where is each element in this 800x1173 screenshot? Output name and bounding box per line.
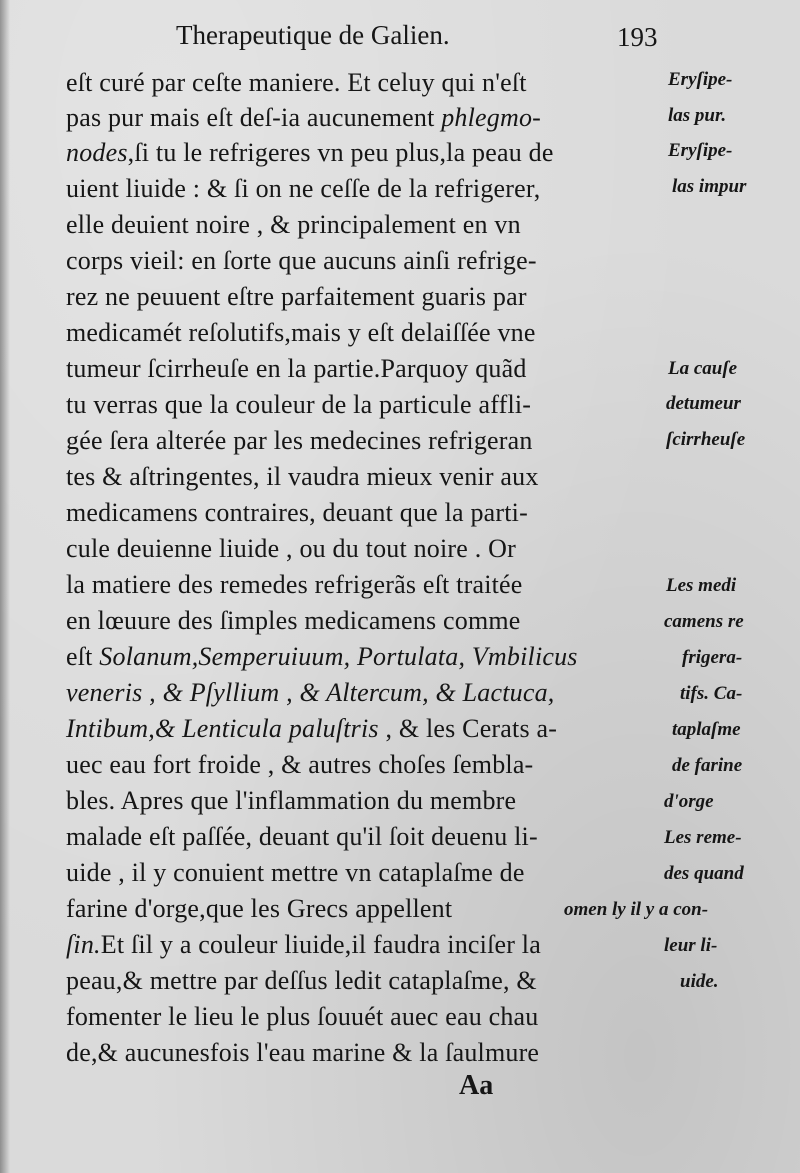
- text-run: uient liuide : & ſi on ne ceſſe de la refrigerer,: [66, 174, 541, 203]
- text-line: [66, 896, 452, 922]
- text-run: cule deuienne liuide , ou du tout noire . Or: [66, 534, 516, 563]
- marginal-note: d'orge: [664, 791, 714, 812]
- marginal-note: omen ly il y a con-: [564, 899, 709, 920]
- text-line: [66, 716, 557, 742]
- text-line: [66, 70, 527, 96]
- text-run: tumeur ſcirrheuſe en la partie.Parquoy quãd: [66, 354, 527, 383]
- text-run: eſt curé par ceſte maniere. Et celuy qui n'eſt: [66, 68, 527, 97]
- text-line: [66, 320, 536, 346]
- text-run: uide , il y conuient mettre vn cataplaſme de: [66, 858, 525, 887]
- text-line: [66, 860, 525, 886]
- text-run: la matiere des remedes refrigerãs eſt traitée: [66, 570, 523, 599]
- text-run-italic: Intibum,& Lenticula paluſtris: [66, 714, 379, 743]
- text-run-italic: phlegmo-: [441, 103, 542, 132]
- text-run: farine d'orge,que les Grecs appellent: [66, 894, 453, 923]
- text-run: peau,& mettre par deſſus ledit cataplaſme, &: [66, 966, 537, 995]
- text-line: [66, 105, 541, 131]
- text-run: medicamét reſolutifs,mais y eſt delaiſſée vne: [66, 318, 536, 347]
- text-run: eſt: [66, 642, 100, 671]
- text-run: de,& aucunesfois l'eau marine & la ſaulmure: [66, 1038, 540, 1067]
- text-line: [66, 248, 537, 274]
- text-line: [66, 500, 528, 526]
- marginal-note: des quand: [664, 863, 744, 884]
- text-line: [66, 608, 521, 634]
- text-line: [66, 788, 516, 814]
- text-line: [66, 392, 531, 418]
- text-run: fomenter le lieu le plus ſouuét auec eau chau: [66, 1002, 539, 1031]
- marginal-note: tifs. Ca-: [680, 683, 743, 704]
- text-line: [66, 680, 554, 706]
- text-line: [66, 644, 578, 670]
- text-run: tes & aſtringentes, il vaudra mieux venir aux: [66, 462, 539, 491]
- marginal-note: leur li-: [664, 935, 718, 956]
- marginal-note: Les reme-: [664, 827, 742, 848]
- marginal-note: camens re: [664, 611, 744, 632]
- text-run: Et ſil y a couleur liuide,il faudra inciſer la: [100, 930, 541, 959]
- text-run: , & les Cerats a-: [378, 714, 558, 743]
- marginal-note: uide.: [680, 971, 719, 992]
- marginal-note: detumeur: [666, 393, 741, 414]
- text-run: malade eſt paſſée, deuant qu'il ſoit deuenu li-: [66, 822, 538, 851]
- text-run-italic: veneris , & Pſyllium , & Altercum, & Lactuca,: [66, 678, 555, 707]
- text-line: [66, 932, 541, 958]
- signature-mark: Aa: [459, 1070, 494, 1101]
- page-number: 193: [617, 22, 658, 52]
- text-line: [66, 356, 527, 382]
- marginal-note: La cauſe: [668, 358, 738, 379]
- marginal-note: taplaſme: [672, 719, 741, 740]
- marginal-note: Eryſipe-: [668, 69, 733, 90]
- text-run: en lœuure des ſimples medicamens comme: [66, 606, 521, 635]
- text-line: [66, 752, 533, 778]
- text-run: rez ne peuuent eſtre parfaitement guaris par: [66, 282, 527, 311]
- text-line: [66, 212, 521, 238]
- text-run: uec eau fort froide , & autres choſes ſembla-: [66, 750, 534, 779]
- running-title: Therapeutique de Galien.: [176, 20, 450, 50]
- text-run: ,ſi tu le refrigeres vn peu plus,la peau de: [127, 138, 554, 167]
- text-run: pas pur mais eſt deſ-ia aucunement: [66, 103, 442, 132]
- text-line: [66, 428, 533, 454]
- text-line: [66, 1040, 539, 1066]
- text-run: gée ſera alterée par les medecines refrigeran: [66, 426, 533, 455]
- text-run: corps vieil: en ſorte que aucuns ainſi refrige-: [66, 246, 537, 275]
- text-run-italic: nodes: [66, 138, 128, 167]
- text-run: bles. Apres que l'inflammation du membre: [66, 786, 517, 815]
- marginal-note: las pur.: [668, 105, 727, 126]
- text-line: [66, 968, 537, 994]
- marginal-note: frigera-: [682, 647, 743, 668]
- text-line: [66, 284, 527, 310]
- text-line: [66, 824, 538, 850]
- marginal-note: ſcirrheuſe: [666, 429, 746, 450]
- marginal-note: Les medi: [666, 575, 737, 596]
- text-line: [66, 1004, 538, 1030]
- text-line: [66, 572, 523, 598]
- text-run: tu verras que la couleur de la particule affli-: [66, 390, 532, 419]
- marginal-note: las impur: [672, 176, 747, 197]
- text-line: [66, 536, 516, 562]
- marginal-note: de farine: [672, 755, 743, 776]
- text-run-italic: ſin.: [66, 930, 101, 959]
- text-run: medicamens contraires, deuant que la parti-: [66, 498, 528, 527]
- text-line: [66, 464, 539, 490]
- marginal-note: Eryſipe-: [668, 140, 733, 161]
- text-run: elle deuient noire , & principalement en vn: [66, 210, 521, 239]
- text-line: [66, 176, 540, 202]
- text-line: [66, 140, 554, 166]
- text-run-italic: Solanum,Semperuiuum, Portulata, Vmbilicus: [99, 642, 578, 671]
